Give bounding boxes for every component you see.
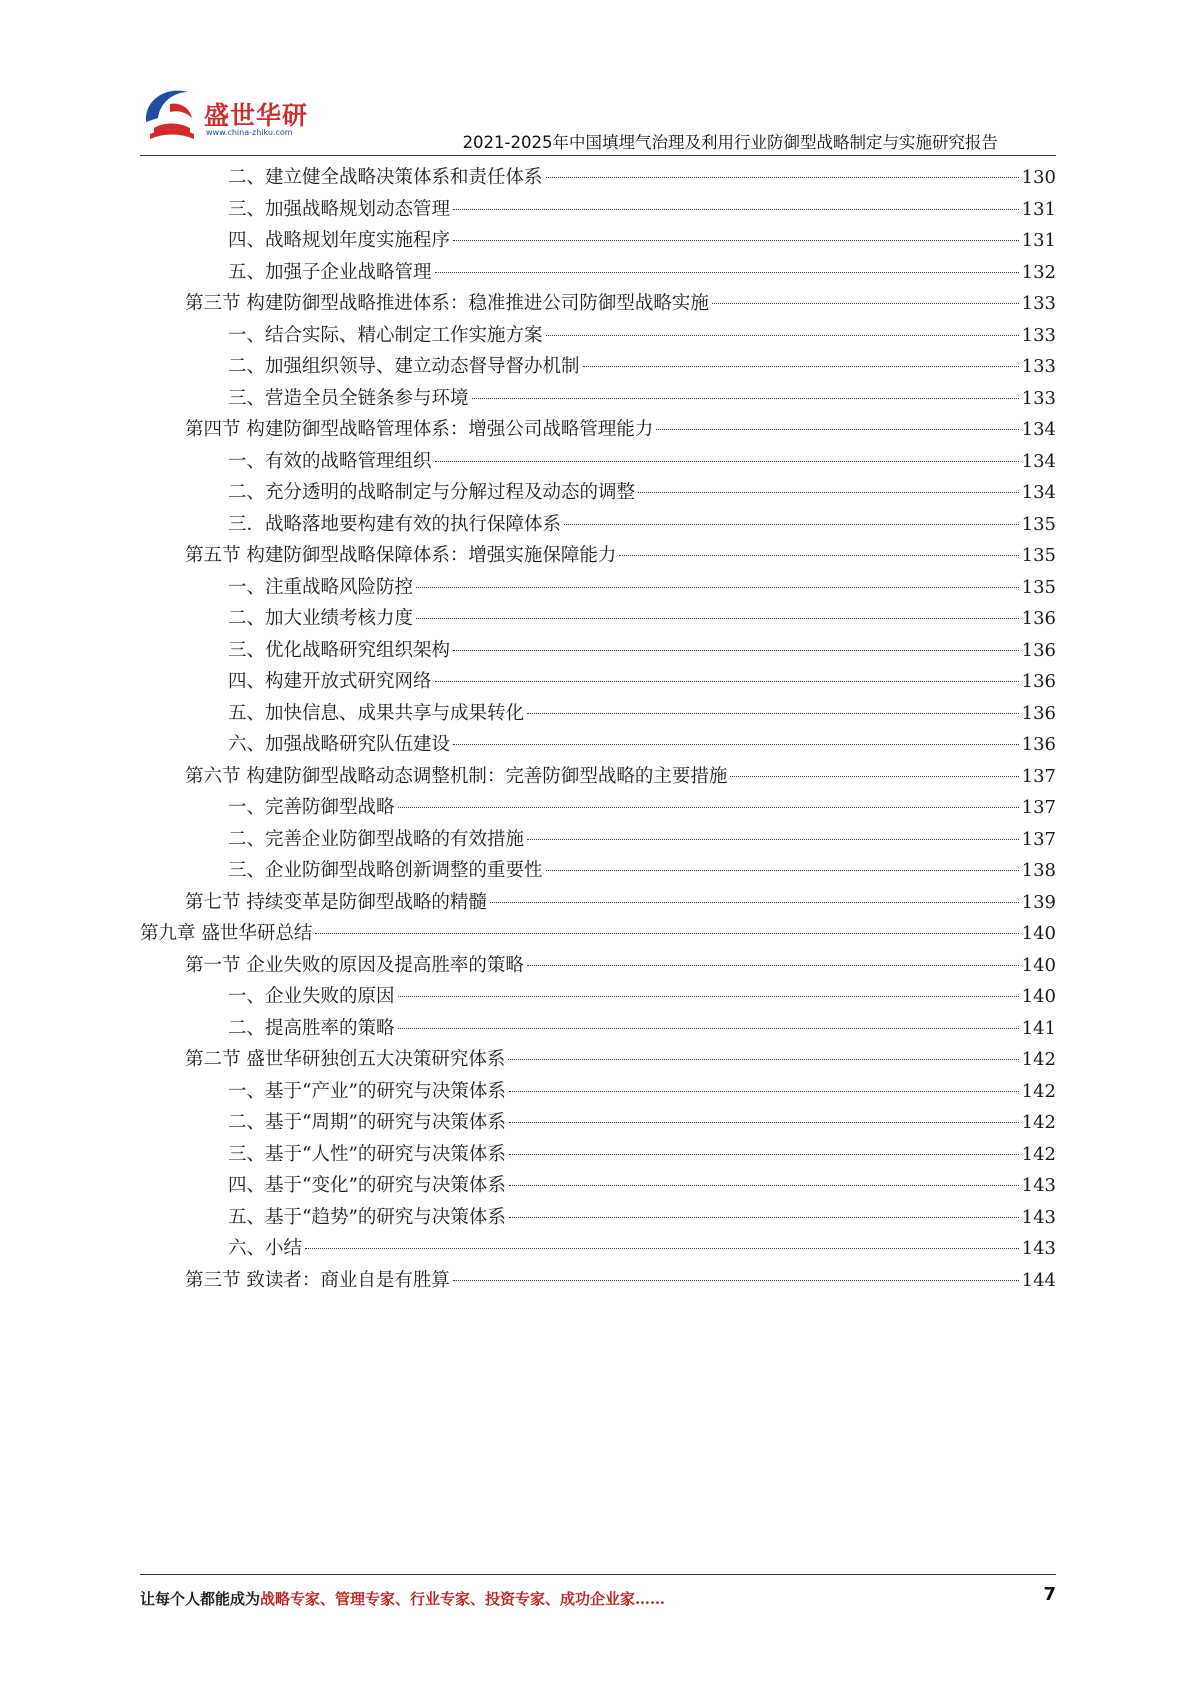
toc-entry-label: 三．战略落地要构建有效的执行保障体系 xyxy=(228,513,562,535)
toc-entry[interactable] xyxy=(140,1107,1056,1139)
toc-entry-label: 二、加强组织领导、建立动态督导督办机制 xyxy=(228,356,580,377)
toc-entry-label: 四、构建开放式研究网络 xyxy=(228,671,432,692)
toc-entry-page: 136 xyxy=(1021,608,1056,629)
toc-entry-page: 131 xyxy=(1021,198,1056,220)
toc-entry[interactable] xyxy=(140,1013,1056,1045)
toc-entry-label: 第六节 构建防御型战略动态调整机制：完善防御型战略的主要措施 xyxy=(185,765,728,787)
toc-entry[interactable] xyxy=(140,729,1056,761)
toc-leader-dots xyxy=(453,744,1019,745)
report-title: 2021-2025年中国填埋气治理及利用行业防御型战略制定与实施研究报告 xyxy=(462,133,998,152)
toc-entry[interactable] xyxy=(140,194,1056,226)
toc-leader-dots xyxy=(546,335,1019,336)
toc-entry[interactable] xyxy=(140,1044,1056,1076)
toc-entry-label: 三、加强战略规划动态管理 xyxy=(228,198,451,220)
toc-entry-page: 138 xyxy=(1021,860,1056,881)
toc-entry-page: 140 xyxy=(1021,954,1056,976)
toc-entry-page: 143 xyxy=(1021,1206,1056,1228)
toc-leader-dots xyxy=(546,870,1019,871)
toc-entry[interactable] xyxy=(140,1170,1056,1202)
toc-leader-dots xyxy=(416,618,1019,619)
toc-entry-label: 六、小结 xyxy=(228,1238,303,1259)
toc-entry-page: 134 xyxy=(1021,450,1056,472)
toc-entry[interactable] xyxy=(140,887,1056,919)
toc-entry[interactable] xyxy=(140,509,1056,541)
toc-entry-page: 140 xyxy=(1021,986,1056,1007)
toc-entry-page: 142 xyxy=(1021,1112,1056,1133)
toc-leader-dots xyxy=(508,1059,1018,1060)
toc-leader-dots xyxy=(564,524,1019,525)
toc-entry-label: 第三节 构建防御型战略推进体系：稳准推进公司防御型战略实施 xyxy=(185,293,709,314)
page-header xyxy=(140,82,1056,160)
toc-entry-page: 139 xyxy=(1021,891,1056,913)
toc-entry-label: 一、注重战略风险防控 xyxy=(228,576,414,598)
toc-entry-label: 第七节 持续变革是防御型战略的精髓 xyxy=(185,891,487,913)
toc-entry-label: 第二节 盛世华研独创五大决策研究体系 xyxy=(185,1049,506,1070)
toc-entry-page: 144 xyxy=(1021,1269,1056,1291)
toc-entry-page: 134 xyxy=(1021,482,1056,503)
toc-entry-label: 一、完善防御型战略 xyxy=(228,797,395,818)
toc-entry[interactable] xyxy=(140,477,1056,509)
toc-entry-label: 二、提高胜率的策略 xyxy=(228,1017,395,1039)
toc-entry[interactable] xyxy=(140,1139,1056,1171)
toc-entry-label: 第九章 盛世华研总结 xyxy=(140,923,313,944)
toc-leader-dots xyxy=(527,965,1019,966)
toc-entry-page: 131 xyxy=(1021,230,1056,251)
toc-entry-page: 137 xyxy=(1021,765,1056,787)
toc-entry[interactable] xyxy=(140,918,1056,950)
toc-leader-dots xyxy=(546,177,1019,178)
toc-entry-page: 133 xyxy=(1021,356,1056,377)
toc-entry[interactable] xyxy=(140,414,1056,446)
toc-entry[interactable] xyxy=(140,351,1056,383)
toc-entry[interactable] xyxy=(140,1265,1056,1297)
toc-entry-page: 143 xyxy=(1021,1175,1056,1196)
toc-leader-dots xyxy=(509,1217,1019,1218)
toc-entry-page: 136 xyxy=(1021,639,1056,661)
toc-entry[interactable] xyxy=(140,1202,1056,1234)
toc-leader-dots xyxy=(509,1154,1019,1155)
toc-entry[interactable] xyxy=(140,603,1056,635)
toc-leader-dots xyxy=(583,366,1019,367)
toc-entry-label: 四、战略规划年度实施程序 xyxy=(228,230,451,251)
toc-entry-label: 二、建立健全战略决策体系和责任体系 xyxy=(228,167,543,188)
toc-entry-page: 141 xyxy=(1021,1017,1056,1039)
toc-leader-dots xyxy=(527,713,1019,714)
toc-entry-label: 二、基于“周期”的研究与决策体系 xyxy=(228,1112,506,1133)
toc-entry[interactable] xyxy=(140,635,1056,667)
toc-entry[interactable] xyxy=(140,1233,1056,1265)
toc-entry-label: 一、有效的战略管理组织 xyxy=(228,450,432,472)
toc-entry[interactable] xyxy=(140,824,1056,856)
toc-entry[interactable] xyxy=(140,162,1056,194)
toc-entry-page: 142 xyxy=(1021,1143,1056,1165)
toc-leader-dots xyxy=(527,839,1019,840)
toc-entry-label: 三、基于“人性”的研究与决策体系 xyxy=(228,1143,506,1165)
toc-leader-dots xyxy=(490,902,1019,903)
toc-entry-label: 一、结合实际、精心制定工作实施方案 xyxy=(228,324,543,346)
toc-entry[interactable] xyxy=(140,572,1056,604)
toc-entry[interactable] xyxy=(140,666,1056,698)
toc-entry-label: 二、充分透明的战略制定与分解过程及动态的调整 xyxy=(228,482,636,503)
footer-slogan-highlight: 战略专家、管理专家、行业专家、投资专家、成功企业家…… xyxy=(260,1590,666,1608)
toc-leader-dots xyxy=(398,807,1019,808)
toc-entry-page: 143 xyxy=(1021,1238,1056,1259)
toc-entry[interactable] xyxy=(140,383,1056,415)
toc-entry[interactable] xyxy=(140,950,1056,982)
toc-entry-label: 二、完善企业防御型战略的有效措施 xyxy=(228,828,525,850)
toc-entry[interactable] xyxy=(140,225,1056,257)
toc-leader-dots xyxy=(656,429,1018,430)
toc-entry-page: 136 xyxy=(1021,671,1056,692)
toc-leader-dots xyxy=(509,1185,1019,1186)
toc-entry[interactable] xyxy=(140,257,1056,289)
toc-entry-label: 三、企业防御型战略创新调整的重要性 xyxy=(228,860,543,881)
toc-leader-dots xyxy=(435,681,1019,682)
toc-entry-page: 134 xyxy=(1021,419,1056,440)
toc-entry[interactable] xyxy=(140,761,1056,793)
toc-entry-page: 140 xyxy=(1021,923,1056,944)
toc-leader-dots xyxy=(453,650,1019,651)
logo-url: www.china-zhiku.com xyxy=(206,128,293,137)
toc-leader-dots xyxy=(315,933,1018,934)
toc-entry[interactable] xyxy=(140,540,1056,572)
toc-entry-label: 二、加大业绩考核力度 xyxy=(228,608,414,629)
toc-leader-dots xyxy=(730,776,1018,777)
toc-leader-dots xyxy=(453,1280,1019,1281)
toc-entry[interactable] xyxy=(140,1076,1056,1108)
toc-entry[interactable] xyxy=(140,446,1056,478)
toc-entry-label: 一、企业失败的原因 xyxy=(228,986,395,1007)
toc-entry-label: 五、加强子企业战略管理 xyxy=(228,261,432,283)
logo-name: 盛世华研 xyxy=(204,101,309,130)
footer-slogan xyxy=(140,1588,665,1609)
toc-leader-dots xyxy=(619,555,1018,556)
table-of-contents xyxy=(140,162,1056,1296)
toc-leader-dots xyxy=(509,1122,1019,1123)
toc-entry-label: 五、基于“趋势”的研究与决策体系 xyxy=(228,1206,506,1228)
toc-entry-label: 四、基于“变化”的研究与决策体系 xyxy=(228,1175,506,1196)
footer-slogan-prefix: 让每个人都能成为 xyxy=(140,1590,261,1608)
logo-emblem-icon xyxy=(140,82,204,146)
toc-entry-label: 第三节 致读者：商业自是有胜算 xyxy=(185,1269,450,1291)
toc-leader-dots xyxy=(638,492,1019,493)
toc-entry-label: 三、优化战略研究组织架构 xyxy=(228,639,451,661)
toc-entry[interactable] xyxy=(140,288,1056,320)
toc-leader-dots xyxy=(398,1028,1019,1029)
toc-entry-page: 135 xyxy=(1021,576,1056,598)
toc-entry[interactable] xyxy=(140,320,1056,352)
toc-entry-label: 六、加强战略研究队伍建设 xyxy=(228,734,451,755)
toc-entry[interactable] xyxy=(140,792,1056,824)
toc-entry-page: 142 xyxy=(1021,1080,1056,1102)
toc-entry-page: 136 xyxy=(1021,702,1056,724)
toc-entry-label: 五、加快信息、成果共享与成果转化 xyxy=(228,702,525,724)
toc-leader-dots xyxy=(453,209,1019,210)
toc-entry-page: 137 xyxy=(1021,828,1056,850)
toc-leader-dots xyxy=(305,1248,1019,1249)
footer-divider xyxy=(140,1574,1056,1575)
toc-entry-label: 第一节 企业失败的原因及提高胜率的策略 xyxy=(185,954,524,976)
toc-leader-dots xyxy=(472,398,1019,399)
toc-leader-dots xyxy=(416,587,1019,588)
toc-leader-dots xyxy=(453,240,1019,241)
toc-leader-dots xyxy=(398,996,1019,997)
toc-leader-dots xyxy=(435,461,1019,462)
toc-entry-page: 135 xyxy=(1021,545,1056,566)
toc-entry-page: 142 xyxy=(1021,1049,1056,1070)
toc-entry[interactable] xyxy=(140,855,1056,887)
toc-leader-dots xyxy=(509,1091,1019,1092)
toc-entry-page: 136 xyxy=(1021,734,1056,755)
toc-entry-page: 132 xyxy=(1021,261,1056,283)
header-divider xyxy=(140,155,1056,156)
toc-entry-label: 三、营造全员全链条参与环境 xyxy=(228,387,469,409)
toc-entry[interactable] xyxy=(140,698,1056,730)
toc-entry-label: 第五节 构建防御型战略保障体系：增强实施保障能力 xyxy=(185,545,617,566)
toc-entry-label: 第四节 构建防御型战略管理体系：增强公司战略管理能力 xyxy=(185,419,654,440)
toc-entry-label: 一、基于“产业”的研究与决策体系 xyxy=(228,1080,506,1102)
toc-entry-page: 130 xyxy=(1021,167,1056,188)
page-number: 7 xyxy=(1043,1584,1056,1605)
toc-leader-dots xyxy=(435,272,1019,273)
toc-leader-dots xyxy=(712,303,1019,304)
toc-entry[interactable] xyxy=(140,981,1056,1013)
toc-entry-page: 133 xyxy=(1021,293,1056,314)
toc-entry-page: 133 xyxy=(1021,324,1056,346)
toc-entry-page: 135 xyxy=(1021,513,1056,535)
company-logo xyxy=(140,82,310,148)
toc-entry-page: 133 xyxy=(1021,387,1056,409)
toc-entry-page: 137 xyxy=(1021,797,1056,818)
